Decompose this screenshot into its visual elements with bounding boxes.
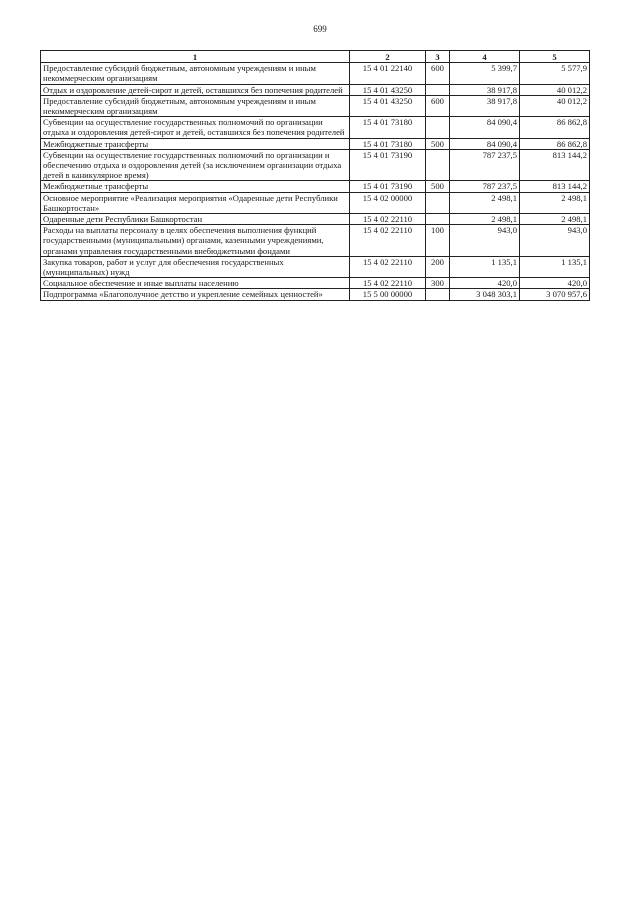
row-expense-type bbox=[426, 192, 450, 213]
table-row bbox=[41, 138, 590, 149]
table-row bbox=[41, 256, 590, 277]
table-row bbox=[41, 117, 590, 138]
row-code: 15 4 01 73180 bbox=[350, 138, 426, 149]
table-row bbox=[41, 181, 590, 192]
row-expense-type bbox=[426, 149, 450, 181]
table-row bbox=[41, 289, 590, 300]
table-row bbox=[41, 63, 590, 84]
row-amount-1: 943,0 bbox=[450, 225, 520, 257]
row-code: 15 4 02 22110 bbox=[350, 256, 426, 277]
table-row bbox=[41, 149, 590, 181]
table-header bbox=[41, 51, 590, 63]
table-body bbox=[41, 63, 590, 300]
row-code: 15 4 01 73180 bbox=[350, 117, 426, 138]
row-expense-type bbox=[426, 289, 450, 300]
row-amount-2: 2 498,1 bbox=[520, 214, 590, 225]
row-amount-2: 943,0 bbox=[520, 225, 590, 257]
row-expense-type: 200 bbox=[426, 256, 450, 277]
row-amount-2: 2 498,1 bbox=[520, 192, 590, 213]
row-code: 15 4 01 73190 bbox=[350, 149, 426, 181]
row-name: Предоставление субсидий бюджетным, автономным учреждениям и иным некоммерческим организациям bbox=[41, 63, 350, 84]
table-row bbox=[41, 95, 590, 116]
table-row bbox=[41, 84, 590, 95]
row-amount-1: 2 498,1 bbox=[450, 214, 520, 225]
row-name: Одаренные дети Республики Башкортостан bbox=[41, 214, 350, 225]
row-amount-1: 5 399,7 bbox=[450, 63, 520, 84]
row-expense-type: 600 bbox=[426, 63, 450, 84]
row-name: Основное мероприятие «Реализация мероприятия «Одаренные дети Республики Башкортостан» bbox=[41, 192, 350, 213]
row-name: Межбюджетные трансферты bbox=[41, 181, 350, 192]
row-amount-1: 84 090,4 bbox=[450, 138, 520, 149]
table-row bbox=[41, 214, 590, 225]
budget-table bbox=[40, 50, 590, 301]
row-amount-2: 86 862,8 bbox=[520, 117, 590, 138]
row-name: Расходы на выплаты персоналу в целях обеспечения выполнения функций государственными (муниципальными) органами, казенными учреждениями, органами управления государственными внебюджетными фондами bbox=[41, 225, 350, 257]
row-name: Закупка товаров, работ и услуг для обеспечения государственных (муниципальных) нужд bbox=[41, 256, 350, 277]
row-code: 15 4 01 43250 bbox=[350, 95, 426, 116]
row-amount-2: 40 012,2 bbox=[520, 84, 590, 95]
row-amount-2: 813 144,2 bbox=[520, 181, 590, 192]
row-amount-2: 5 577,9 bbox=[520, 63, 590, 84]
row-amount-2: 3 070 957,6 bbox=[520, 289, 590, 300]
row-code: 15 4 02 22110 bbox=[350, 214, 426, 225]
header-row bbox=[41, 51, 590, 63]
row-expense-type: 500 bbox=[426, 138, 450, 149]
row-amount-2: 86 862,8 bbox=[520, 138, 590, 149]
row-amount-1: 38 917,8 bbox=[450, 95, 520, 116]
row-code: 15 5 00 00000 bbox=[350, 289, 426, 300]
row-name: Межбюджетные трансферты bbox=[41, 138, 350, 149]
row-name: Субвенции на осуществление государственных полномочий по организации и обеспечению отдыха и оздоровления детей (за исключением организации отдыха детей в каникулярное время) bbox=[41, 149, 350, 181]
table-row bbox=[41, 225, 590, 257]
row-code: 15 4 02 22110 bbox=[350, 225, 426, 257]
row-amount-2: 420,0 bbox=[520, 278, 590, 289]
row-code: 15 4 01 73190 bbox=[350, 181, 426, 192]
row-expense-type bbox=[426, 84, 450, 95]
table-row bbox=[41, 192, 590, 213]
row-expense-type: 300 bbox=[426, 278, 450, 289]
row-code: 15 4 01 43250 bbox=[350, 84, 426, 95]
row-name: Подпрограмма «Благополучное детство и укрепление семейных ценностей» bbox=[41, 289, 350, 300]
row-amount-2: 1 135,1 bbox=[520, 256, 590, 277]
row-amount-1: 2 498,1 bbox=[450, 192, 520, 213]
row-name: Отдых и оздоровление детей-сирот и детей, оставшихся без попечения родителей bbox=[41, 84, 350, 95]
row-code: 15 4 02 22110 bbox=[350, 278, 426, 289]
row-expense-type: 100 bbox=[426, 225, 450, 257]
row-name: Субвенции на осуществление государственных полномочий по организации отдыха и оздоровления детей-сирот и детей, оставшихся без попечения родителей bbox=[41, 117, 350, 138]
row-expense-type: 600 bbox=[426, 95, 450, 116]
row-code: 15 4 01 22140 bbox=[350, 63, 426, 84]
row-expense-type bbox=[426, 117, 450, 138]
table-row bbox=[41, 278, 590, 289]
row-amount-1: 38 917,8 bbox=[450, 84, 520, 95]
header-column-5: 5 bbox=[520, 51, 590, 63]
row-amount-1: 787 237,5 bbox=[450, 181, 520, 192]
row-amount-1: 3 048 303,1 bbox=[450, 289, 520, 300]
row-amount-1: 1 135,1 bbox=[450, 256, 520, 277]
row-expense-type bbox=[426, 214, 450, 225]
row-name: Предоставление субсидий бюджетным, автономным учреждениям и иным некоммерческим организациям bbox=[41, 95, 350, 116]
page-number: 699 bbox=[313, 24, 327, 34]
row-amount-2: 813 144,2 bbox=[520, 149, 590, 181]
header-column-2: 2 bbox=[350, 51, 426, 63]
row-expense-type: 500 bbox=[426, 181, 450, 192]
header-column-3: 3 bbox=[426, 51, 450, 63]
row-name: Социальное обеспечение и иные выплаты населению bbox=[41, 278, 350, 289]
row-amount-2: 40 012,2 bbox=[520, 95, 590, 116]
row-amount-1: 420,0 bbox=[450, 278, 520, 289]
row-code: 15 4 02 00000 bbox=[350, 192, 426, 213]
row-amount-1: 84 090,4 bbox=[450, 117, 520, 138]
header-column-4: 4 bbox=[450, 51, 520, 63]
header-column-1: 1 bbox=[41, 51, 350, 63]
row-amount-1: 787 237,5 bbox=[450, 149, 520, 181]
